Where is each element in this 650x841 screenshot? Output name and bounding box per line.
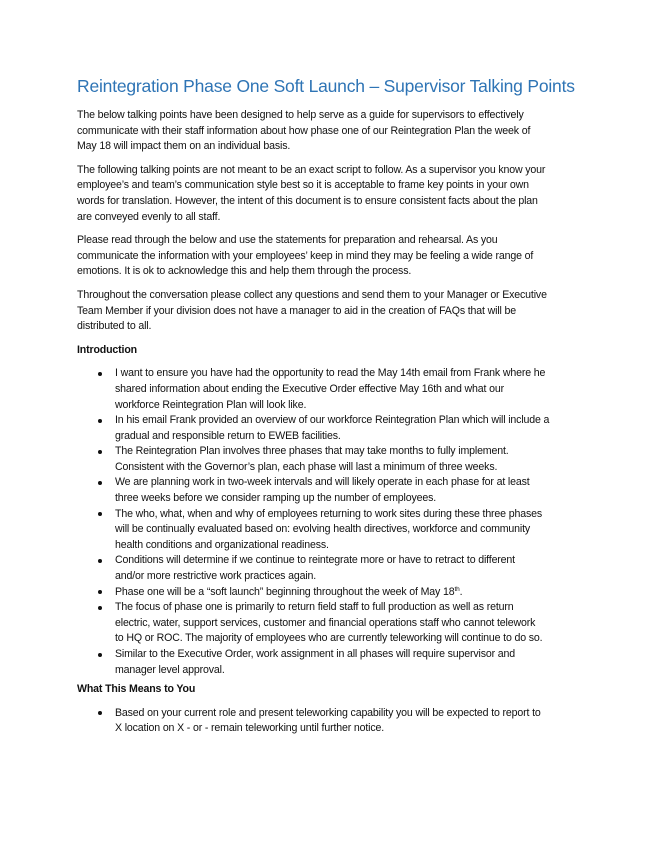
list-item: [77, 600, 597, 647]
text-line: X location on X - or - remain teleworking until further notice.: [115, 722, 385, 735]
text-line: emotions. It is ok to acknowledge this and help them through the process.: [77, 265, 412, 278]
list-item: [77, 366, 597, 413]
text-line: We are planning work in two-week intervals and will likely operate in each phase for at least: [115, 476, 530, 489]
bullet-icon: [98, 559, 102, 563]
list-item: [77, 585, 597, 601]
bullet-icon: [98, 653, 102, 657]
text-line: May 18 will impact them on an individual basis.: [77, 140, 291, 153]
text-line: Conditions will determine if we continue to reintegrate more or have to retract to different: [115, 554, 515, 567]
list-item: [77, 507, 597, 554]
text-line: Similar to the Executive Order, work assignment in all phases will require supervisor and: [115, 648, 515, 660]
text-line: The Reintegration Plan involves three phases that may take months to fully implement.: [115, 445, 509, 458]
text-line: Throughout the conversation please collect any questions and send them to your Manager or Executive: [77, 288, 547, 301]
text-run: Phase one will be a “soft launch” beginning throughout the week of May 18: [115, 585, 455, 598]
document-body: [77, 108, 597, 737]
text-line: The focus of phase one is primarily to return field staff to full production as well as return: [115, 601, 514, 614]
text-line: Please read through the below and use the statements for preparation and rehearsal. As you: [77, 234, 498, 247]
paragraph: [77, 163, 597, 225]
bullet-icon: [98, 419, 102, 423]
text-line: are conveyed evenly to all staff.: [77, 210, 221, 223]
bullet-icon: [98, 711, 102, 715]
text-line: shared information about ending the Executive Order effective May 16th and what our: [115, 382, 504, 395]
text-line: The following talking points are not meant to be an exact script to follow. As a supervisor you know your: [77, 163, 546, 176]
text-line: communicate with their staff information about how phase one of our Reintegration Plan the week of: [77, 124, 531, 137]
text-line: health conditions and organizational readiness.: [115, 538, 329, 551]
bullet-icon: [98, 481, 102, 485]
text-line: employee’s and team’s communication style best so it is acceptable to frame key points in your own: [77, 179, 529, 192]
paragraph: [77, 288, 597, 335]
list-item: [77, 647, 597, 678]
paragraph: [77, 233, 597, 280]
text-line: Team Member if your division does not have a manager to aid in the creation of FAQs that will be: [77, 304, 517, 317]
text-line: Based on your current role and present teleworking capability you will be expected to report to: [115, 706, 541, 719]
text-line: and/or more restrictive work practices again.: [115, 570, 317, 583]
bullet-list: [77, 706, 597, 737]
document-title: Reintegration Phase One Soft Launch – Supervisor Talking Points: [77, 76, 575, 96]
text-line: In his email Frank provided an overview of our workforce Reintegration Plan which will include a: [115, 414, 550, 427]
list-item: [77, 475, 597, 506]
section-heading: What This Means to You: [77, 683, 196, 696]
paragraph: [77, 108, 597, 155]
text-line: electric, water, support services, customer and financial operations staff who cannot telework: [115, 616, 536, 629]
text-line: words for translation. However, the intent of this document is to ensure consistent facts about the plan: [77, 194, 538, 207]
text-line: I want to ensure you have had the opportunity to read the May 14th email from Frank where he: [115, 367, 546, 380]
bullet-icon: [98, 450, 102, 454]
bullet-icon: [98, 606, 102, 610]
text-run: .: [459, 585, 463, 598]
text-line: communicate the information with your employees’ keep in mind they may be feeling a wide range of: [77, 249, 534, 262]
text-line: workforce Reintegration Plan will look like.: [115, 398, 307, 411]
text-line: The below talking points have been designed to help serve as a guide for supervisors to effectively: [77, 109, 524, 121]
list-item: [77, 444, 597, 475]
text-line: to HQ or ROC. The majority of employees who are currently teleworking will continue to do so.: [115, 632, 543, 645]
text-line: three weeks before we consider ramping up the number of employees.: [115, 492, 437, 505]
list-item: [77, 413, 597, 444]
bullet-icon: [98, 372, 102, 376]
bullet-list: [77, 366, 597, 678]
list-item: [77, 706, 597, 737]
list-item: [77, 553, 597, 584]
text-line: distributed to all.: [77, 320, 152, 333]
text-line: gradual and responsible return to EWEB facilities.: [115, 429, 341, 442]
text-line: Consistent with the Governor’s plan, each phase will last a minimum of three weeks.: [115, 460, 498, 473]
text-line: The who, what, when and why of employees returning to work sites during these three phases: [115, 507, 542, 520]
text-line: manager level approval.: [115, 663, 225, 676]
text-line: will be continually evaluated based on: evolving health directives, workforce and community: [115, 523, 531, 536]
bullet-icon: [98, 512, 102, 516]
text-line: [115, 585, 597, 601]
bullet-icon: [98, 590, 102, 594]
superscript: th: [454, 585, 460, 593]
section-heading: Introduction: [77, 343, 137, 356]
